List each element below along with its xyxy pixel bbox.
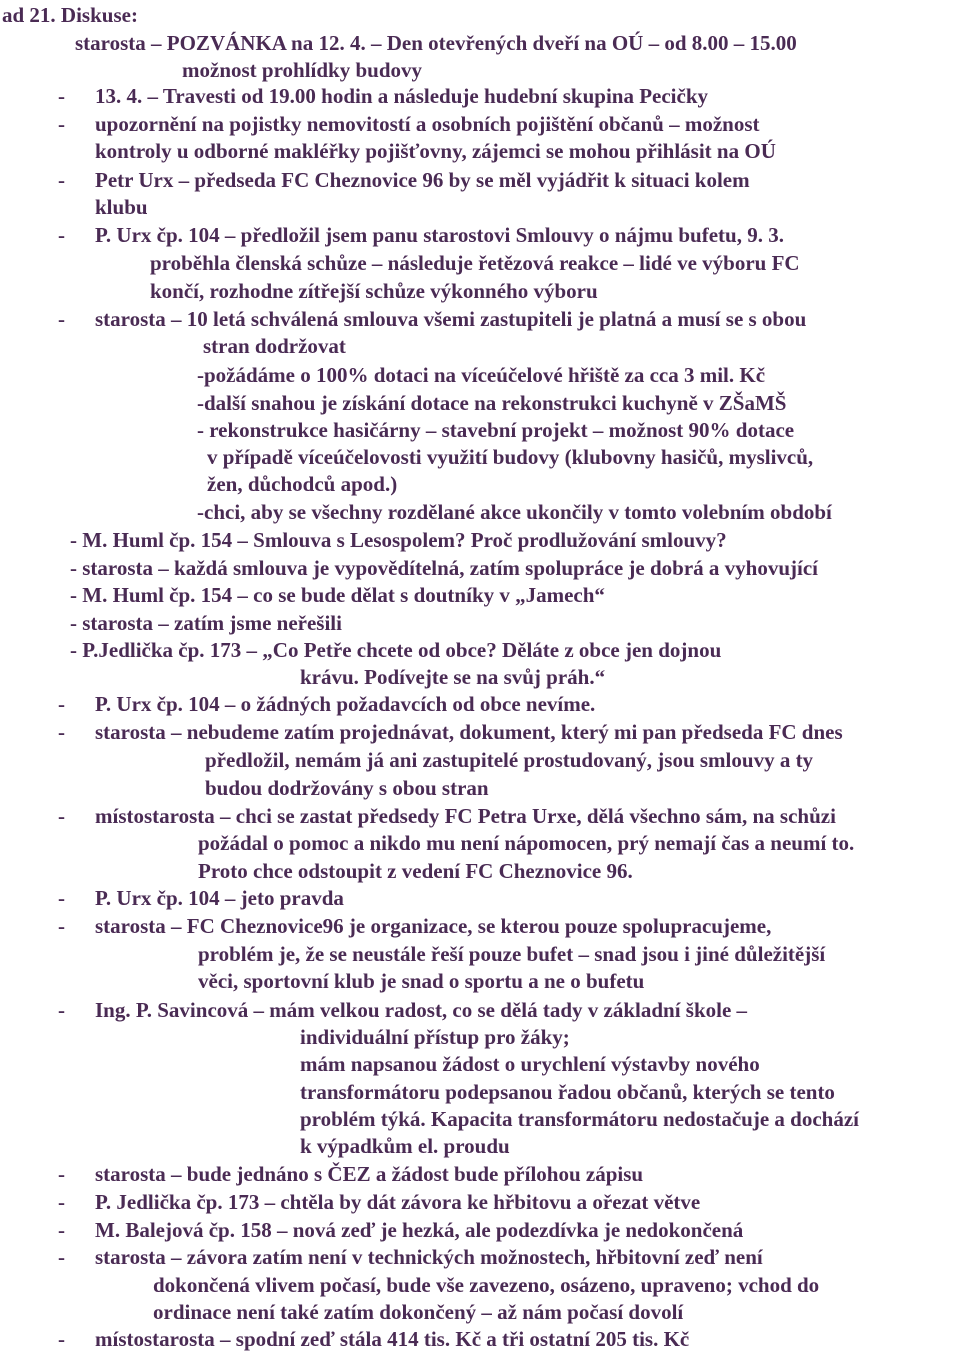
text-line: starosta – bude jednáno s ČEZ a žádost bude přílohou zápisu [95,1162,644,1186]
text-line: předložil, nemám já ani zastupitelé prostudovaný, jsou smlouvy a ty [205,748,814,772]
bullet-dash: - [58,112,65,136]
text-line: budou dodržovány s obou stran [205,776,489,800]
text-line: Petr Urx – předseda FC Cheznovice 96 by se měl vyjádřit k situaci kolem [95,168,750,192]
text-line: stran dodržovat [203,334,346,358]
text-line: ordinace není také zatím dokončený – až nám počasí dovolí [153,1300,684,1324]
text-line: - rekonstrukce hasičárny – stavební projekt – možnost 90% dotace [197,418,795,442]
text-line: starosta – FC Cheznovice96 je organizace, se kterou pouze spolupracujeme, [95,914,772,938]
text-line: místostarosta – spodní zeď stála 414 tis. Kč a tři ostatní 205 tis. Kč [95,1327,690,1351]
text-line: požádal o pomoc a nikdo mu není nápomocen, prý nemají čas a neumí to. [198,831,855,855]
bullet-dash: - [58,1245,65,1269]
text-line: starosta – 10 letá schválená smlouva všemi zastupiteli je platná a musí se s obou [95,307,807,331]
text-line: možnost prohlídky budovy [182,58,423,82]
text-line: transformátoru podepsanou řadou občanů, kterých se tento [300,1080,835,1104]
text-line: k výpadkům el. proudu [300,1134,510,1158]
bullet-dash: - [58,1162,65,1186]
text-line: -požádáme o 100% dotaci na víceúčelové hřiště za cca 3 mil. Kč [197,363,766,387]
text-line: věci, sportovní klub je snad o sportu a ne o bufetu [198,969,645,993]
text-line: končí, rozhodne zítřejší schůze výkonného výboru [150,279,598,303]
bullet-dash: - [58,1327,65,1351]
text-line: P. Urx čp. 104 – o žádných požadavcích od obce nevíme. [95,692,596,716]
text-line: problém je, že se neustále řeší pouze bufet – snad jsou i jiné důležitější [198,942,826,966]
bullet-dash: - [58,886,65,910]
text-line: krávu. Podívejte se na svůj práh.“ [300,665,606,689]
text-line: starosta – závora zatím není v technických možnostech, hřbitovní zeď není [95,1245,763,1269]
text-line: P. Jedlička čp. 173 – chtěla by dát závora ke hřbitovu a ořezat větve [95,1190,701,1214]
text-line: P. Urx čp. 104 – jeto pravda [95,886,344,910]
bullet-dash: - [58,1190,65,1214]
text-line: P. Urx čp. 104 – předložil jsem panu starostovi Smlouvy o nájmu bufetu, 9. 3. [95,223,784,247]
bullet-dash: - [58,1218,65,1242]
text-line: -chci, aby se všechny rozdělané akce ukončily v tomto volebním období [197,500,832,524]
text-line: - M. Huml čp. 154 – Smlouva s Lesospolem? Proč prodlužování smlouvy? [70,528,727,552]
bullet-dash: - [58,307,65,331]
bullet-dash: - [58,720,65,744]
bullet-dash: - [58,998,65,1022]
text-line: -další snahou je získání dotace na rekonstrukci kuchyně v ZŠaMŠ [197,391,787,415]
bullet-dash: - [58,84,65,108]
text-line: starosta – nebudeme zatím projednávat, dokument, který mi pan předseda FC dnes [95,720,843,744]
bullet-dash: - [58,168,65,192]
text-line: v případě víceúčelovosti využití budovy (klubovny hasičů, myslivců, [207,445,814,469]
text-line: 13. 4. – Travesti od 19.00 hodin a následuje hudební skupina Pecičky [95,84,709,108]
text-line: žen, důchodců apod.) [207,472,398,496]
text-line: - M. Huml čp. 154 – co se bude dělat s doutníky v „Jamech“ [70,583,605,607]
bullet-dash: - [58,692,65,716]
text-line: M. Balejová čp. 158 – nová zeď je hezká, ale podezdívka je nedokončená [95,1218,744,1242]
text-line: proběhla členská schůze – následuje řetězová reakce – lidé ve výboru FC [150,251,800,275]
text-line: Proto chce odstoupit z vedení FC Cheznovice 96. [198,859,633,883]
text-line: starosta – POZVÁNKA na 12. 4. – Den otevřených dveří na OÚ – od 8.00 – 15.00 [75,31,797,55]
text-line: dokončená vlivem počasí, bude vše zavezeno, osázeno, upraveno; vchod do [153,1273,820,1297]
bullet-dash: - [58,223,65,247]
text-line: problém týká. Kapacita transformátoru nedostačuje a dochází [300,1107,859,1131]
text-line: - starosta – každá smlouva je vypovědítelná, zatím spolupráce je dobrá a vyhovující [70,556,819,580]
text-line: upozornění na pojistky nemovitostí a osobních pojištění občanů – možnost [95,112,760,136]
text-line: - starosta – zatím jsme neřešili [70,611,342,635]
section-heading: ad 21. Diskuse: [2,3,138,27]
text-line: mám napsanou žádost o urychlení výstavby nového [300,1052,760,1076]
bullet-dash: - [58,804,65,828]
text-line: individuální přístup pro žáky; [300,1025,570,1049]
text-line: místostarosta – chci se zastat předsedy FC Petra Urxe, dělá všechno sám, na schůzi [95,804,836,828]
bullet-dash: - [58,914,65,938]
text-line: - P.Jedlička čp. 173 – „Co Petře chcete od obce? Děláte z obce jen dojnou [70,638,722,662]
text-line: klubu [95,195,148,219]
text-line: Ing. P. Savincová – mám velkou radost, co se dělá tady v základní škole – [95,998,748,1022]
text-line: kontroly u odborné makléřky pojišťovny, zájemci se mohou přihlásit na OÚ [95,139,776,163]
